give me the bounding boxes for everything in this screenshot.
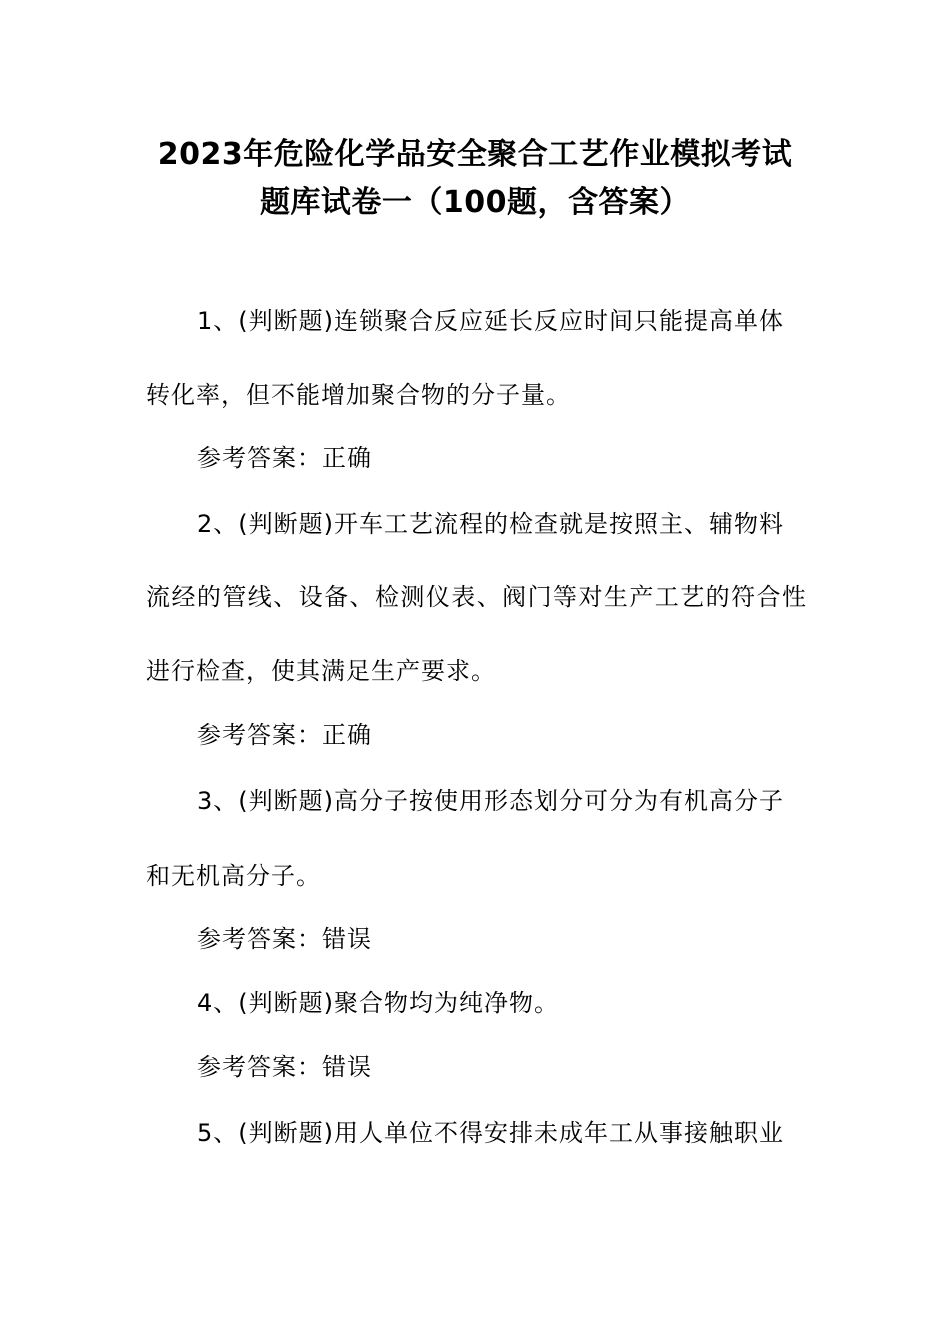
question-5-line-1: 5、(判断题)用人单位不得安排未成年工从事接触职业 — [197, 1119, 784, 1147]
question-2-answer: 参考答案：正确 — [197, 721, 372, 749]
document-title-line-2: 题库试卷一（100题，含答案） — [259, 185, 691, 220]
question-2-line-3: 进行检查，使其满足生产要求。 — [146, 657, 496, 685]
question-1-line-1: 1、(判断题)连锁聚合反应延长反应时间只能提高单体 — [197, 307, 784, 335]
document-title-line-1: 2023年危险化学品安全聚合工艺作业模拟考试 — [157, 137, 793, 172]
question-3-answer: 参考答案：错误 — [197, 925, 372, 953]
question-4-line-1: 4、(判断题)聚合物均为纯净物。 — [197, 989, 559, 1017]
question-3-line-2: 和无机高分子。 — [146, 862, 321, 890]
question-3-line-1: 3、(判断题)高分子按使用形态划分可分为有机高分子 — [197, 787, 784, 815]
question-2-line-1: 2、(判断题)开车工艺流程的检查就是按照主、辅物料 — [197, 510, 784, 538]
question-1-line-2: 转化率，但不能增加聚合物的分子量。 — [146, 381, 571, 409]
question-4-answer: 参考答案：错误 — [197, 1053, 372, 1081]
question-1-answer: 参考答案：正确 — [197, 444, 372, 472]
question-2-line-2: 流经的管线、设备、检测仪表、阀门等对生产工艺的符合性 — [146, 583, 806, 611]
